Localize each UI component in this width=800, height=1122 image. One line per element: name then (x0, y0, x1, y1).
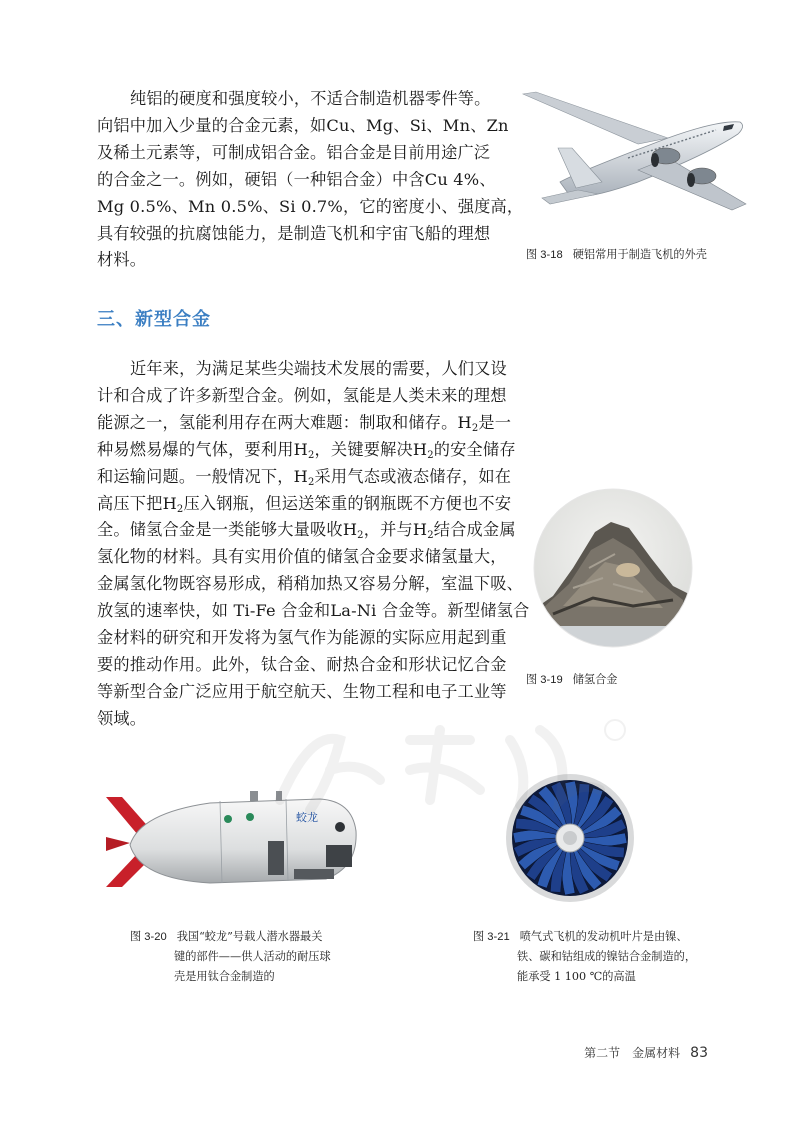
caption-text: 储氢合金 (572, 673, 618, 686)
text-line: 氢化物的材料。具有实用价值的储氢合金要求储氢量大， (97, 547, 507, 567)
text-line: 的合金之一。例如，硬铝（一种铝合金）中含Cu 4%、 (97, 169, 496, 189)
text-line: 金材料的研究和开发将为氢气作为能源的实际应用起到重 (97, 628, 507, 648)
text-line: 计和合成了许多新型合金。例如，氢能是人类未来的理想 (97, 385, 507, 405)
figure-caption-3-18 (526, 245, 707, 265)
caption-text: 键的部件——供人活动的耐压球 (174, 950, 331, 963)
text-line: 放氢的速率快，如 Ti-Fe 合金和La-Ni 合金等。新型储氢合 (97, 601, 530, 621)
caption-text: 喷气式飞机的发动机叶片是由镍、 (519, 930, 688, 943)
text-line: 领域。 (97, 708, 147, 728)
figure-number: 图 3-18 (526, 249, 563, 261)
text-line: 要的推动作用。此外，钛合金、耐热合金和形状记忆合金 (97, 654, 507, 674)
caption-text: 我国“蛟龙”号载人潜水器最关 (176, 930, 323, 943)
submersible-name-label: 蛟龙 (296, 811, 318, 824)
text-line: 及稀土元素等，可制成铝合金。铝合金是目前用途广泛 (97, 142, 491, 162)
figure-number: 图 3-21 (473, 931, 510, 943)
text-line: 种易燃易爆的气体，要利用$H_2$，关键要解决$H_2$的安全储存 (97, 439, 516, 461)
figure-caption-3-20 (130, 927, 331, 987)
publisher-watermark (270, 710, 630, 820)
text-line: 高压下把$H_2$压入钢瓶，但运送笨重的钢瓶既不方便也不安 (97, 493, 512, 515)
page-number: 83 (690, 1045, 708, 1061)
page-footer (584, 1044, 708, 1061)
caption-text: 能承受 1 100 ℃的高温 (517, 970, 636, 983)
figure-number: 图 3-19 (526, 674, 563, 686)
text-line: 等新型合金广泛应用于航空航天、生物工程和电子工业等 (97, 681, 507, 701)
text-line: 材料。 (97, 250, 147, 270)
caption-text: 壳是用钛合金制造的 (174, 970, 275, 983)
paragraph-new-alloys (97, 356, 530, 733)
section-heading: 三、新型合金 (97, 309, 211, 330)
airplane-image (518, 86, 748, 226)
text-line: 和运输问题。一般情况下，$H_2$采用气态或液态储存，如在 (97, 466, 512, 488)
paragraph-aluminum-alloy (97, 86, 524, 274)
text-line: 纯铝的硬度和强度较小，不适合制造机器零件等。 (130, 89, 491, 108)
text-line: 金属氢化物既容易形成，稍稍加热又容易分解，室温下吸、 (97, 574, 524, 594)
footer-section-title: 第二节 金属材料 (584, 1046, 681, 1060)
text-line: 能源之一，氢能利用存在两大难题：制取和储存。$H_2$是一 (97, 412, 512, 434)
figure-number: 图 3-20 (130, 931, 167, 943)
caption-text: 铁、碳和钴组成的镍钴合金制造的， (517, 950, 697, 963)
figure-caption-3-21 (473, 927, 696, 987)
text-line: Mg 0.5%、Mn 0.5%、Si 0.7%，它的密度小、强度高， (97, 196, 524, 216)
text-line: 向铝中加入少量的合金元素，如Cu、Mg、Si、Mn、Zn (97, 115, 509, 135)
text-line: 具有较强的抗腐蚀能力，是制造飞机和宇宙飞船的理想 (97, 223, 491, 243)
hydrogen-storage-alloy-image (533, 488, 693, 648)
text-line: 全。储氢合金是一类能够大量吸收$H_2$，并与$H_2$结合成金属 (97, 520, 516, 542)
text-line: 近年来，为满足某些尖端技术发展的需要，人们又设 (130, 359, 507, 378)
figure-caption-3-19 (526, 670, 617, 690)
caption-text: 硬铝常用于制造飞机的外壳 (572, 248, 707, 261)
